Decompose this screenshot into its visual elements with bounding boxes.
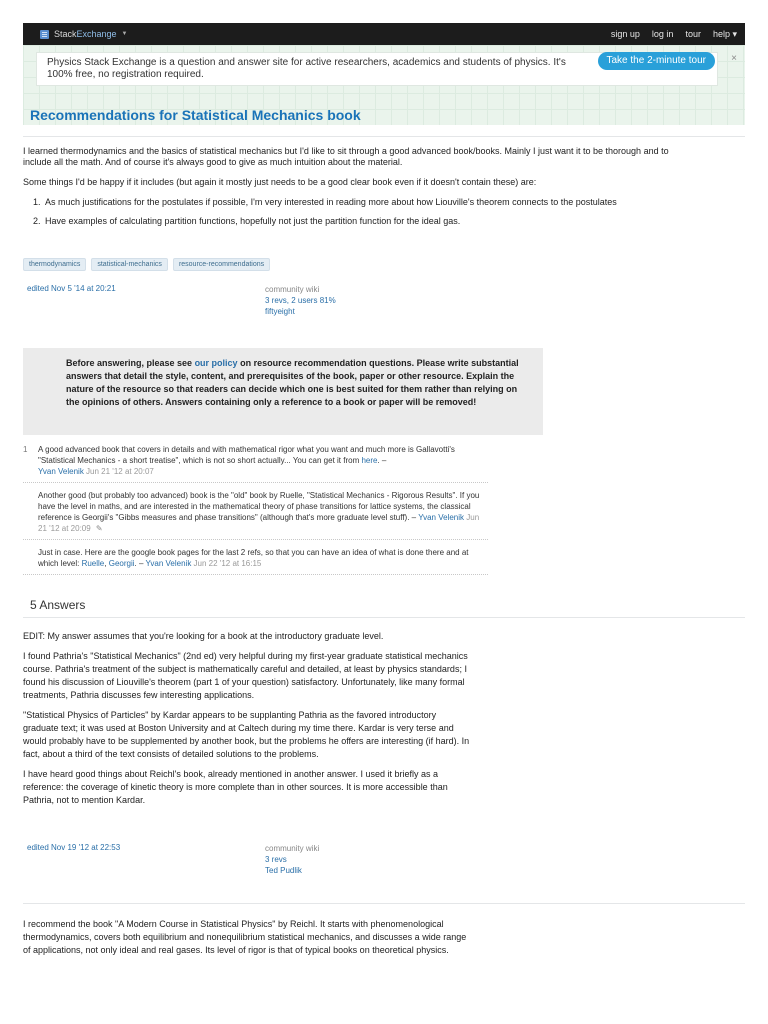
edited-link[interactable] [27, 284, 116, 293]
signup-link[interactable]: sign up [610, 28, 640, 39]
stackexchange-logo[interactable] [40, 29, 128, 39]
comment-link[interactable]: here [361, 456, 378, 465]
question-paragraph: I learned thermodynamics and the basics of statistical mechanics but I'd like to sit through a good advanced book/books. Mainly I just want it to be thorough and to include all the math. And of course it's always good to give as much intuition about the material. [23, 146, 669, 167]
edit-pencil-icon: ✎ [95, 524, 103, 533]
notice-text-before: Before answering, please see [66, 358, 195, 368]
logo-prefix: Stack [54, 29, 77, 39]
question-body [23, 146, 673, 235]
author-link[interactable]: fiftyeight [265, 307, 295, 316]
resource-policy-notice [23, 348, 543, 435]
chevron-down-icon[interactable]: ▼ [121, 31, 128, 37]
help-menu[interactable]: help ▾ [712, 28, 737, 39]
edited-timestamp[interactable]: edited Nov 19 '12 at 22:53 [27, 843, 121, 852]
community-wiki-label: community wiki [265, 844, 320, 853]
answer-paragraph: I recommend the book "A Modern Course in Statistical Physics" by Reichl. It starts with phenomenological thermodynamics, covers both equilibrium and nonequilibrium statistical mechanics, and discusses a wide range of applications, not only ideal and real gases. Its level of rigor is that of typical books on theoretical physics. [23, 919, 467, 955]
login-link[interactable]: log in [651, 28, 674, 39]
comment [23, 443, 488, 483]
tag-statistical-mechanics[interactable]: statistical-mechanics [91, 258, 168, 271]
stackexchange-icon [40, 30, 49, 39]
comment-text: Just in case. Here are the google book pages for the last 2 refs, so that you can have an idea of what is done there and at which level: [38, 548, 469, 568]
comment-score: 1 [23, 445, 28, 454]
policy-link[interactable]: our policy [194, 358, 238, 368]
logo-suffix: Exchange [76, 29, 117, 39]
comment-link-georgii[interactable]: Georgii [108, 559, 135, 568]
comment [23, 489, 488, 540]
question-list [43, 197, 673, 227]
comment-user[interactable]: Yvan Velenik [145, 559, 192, 568]
comment-tail: . – [134, 559, 144, 568]
tour-link[interactable]: tour [685, 28, 701, 39]
answer-body [23, 630, 473, 814]
comment-user[interactable]: Yvan Velenik [418, 513, 465, 522]
comment-separator: , [104, 559, 109, 568]
author-link[interactable]: Ted Pudlik [265, 866, 302, 875]
answers-count-header: 5 Answers [30, 598, 86, 612]
comment-date[interactable]: Jun 21 '12 at 20:09 [38, 513, 480, 533]
top-nav [611, 29, 737, 40]
tag-thermodynamics[interactable]: thermodynamics [23, 258, 86, 271]
welcome-text: Physics Stack Exchange is a question and answer site for active researchers, academics and students of physics. It's 100% free, no registration required. [47, 57, 566, 80]
comment-user[interactable]: Yvan Velenik [38, 467, 84, 476]
divider [23, 617, 745, 618]
tour-button[interactable]: Take the 2-minute tour [598, 52, 716, 70]
revisions-link[interactable]: 3 revs, 2 users 81% [265, 296, 336, 305]
answer-paragraph: I have heard good things about Reichl's book, already mentioned in another answer. I used it briefly as a reference: the coverage of kinetic theory is more complete than in other sources. It is more accessible than Pathria, not to mention Kardar. [23, 769, 448, 805]
answer-paragraph: "Statistical Physics of Particles" by Kardar appears to be supplanting Pathria as the favored introductory graduate text; it was used at Boston University and at Caltech during my time there. Kardar is very terse and would probably have to be supplemented by another book, but the problems he offers are interesting (if hard). In fact, about a third of the text consists of detailed solutions to the problems. [23, 710, 470, 759]
comment-link-ruelle[interactable]: Ruelle [81, 559, 105, 568]
comment [23, 546, 488, 575]
notice-text-after: on resource recommendation questions. Please write substantial answers that detail the style, content, and prerequisites of the book, paper or other resource. Explain the nature of the resource so that readers can decide which one is best suited for them rather than relying on the opinions of others. Answers containing only a reference to a book or paper will be removed! [66, 358, 519, 407]
tag-resource-recommendations[interactable]: resource-recommendations [173, 258, 270, 271]
close-icon[interactable]: × [731, 53, 737, 64]
question-signature [265, 284, 336, 317]
list-item: 1. As much justifications for the postulates if possible, I'm very interested in reading more about how Liouville's theorem connects to the postulates [43, 197, 673, 208]
tag-list [23, 258, 270, 271]
top-bar [23, 23, 745, 45]
edited-timestamp[interactable]: edited Nov 5 '14 at 20:21 [27, 284, 116, 293]
list-item: 2. Have examples of calculating partition functions, hopefully not just the partition function for the ideal gas. [43, 216, 673, 227]
answer-paragraph: I found Pathria's "Statistical Mechanics" (2nd ed) very helpful during my first-year graduate statistical mechanics course. Pathria's treatment of the subject is mathematically careful and detailed, at least by physics standards; I found his discussion of Liouville's theorem (part 1 of your question) satisfactory. Unfortunately, like many formal treatments, Pathria discusses few interesting applications. [23, 651, 468, 700]
answer-signature [265, 843, 319, 876]
community-wiki-label: community wiki [265, 285, 320, 294]
divider [23, 136, 745, 137]
comment-date[interactable]: Jun 22 '12 at 16:15 [193, 559, 262, 568]
question-paragraph: Some things I'd be happy if it includes (but again it mostly just needs to be a good clear book even if it doesn't contain these) are: [23, 177, 537, 187]
comment-text: Another good (but probably too advanced) book is the "old" book by Ruelle, "Statistical Mechanics - Rigorous Results". If you have the level in maths, and are interested in the mathematical theory of phase transitions for lattice systems, the classical reference is Georgii's "Gibbs measures and phase transitions" (although that's more graduate level stuff). – [38, 491, 480, 522]
revisions-link[interactable]: 3 revs [265, 855, 287, 864]
divider [23, 903, 745, 904]
comment-date[interactable]: Jun 21 '12 at 20:07 [86, 467, 154, 476]
question-title[interactable]: Recommendations for Statistical Mechanics book [30, 107, 361, 123]
comment-list [23, 443, 488, 581]
welcome-banner [23, 45, 745, 125]
edited-link[interactable] [27, 843, 120, 852]
comment-tail: . – [377, 456, 387, 465]
comment-text: A good advanced book that covers in details and with mathematical rigor what you want and much more is Gallavotti's "Statistical Mechanics - a short treatise", which is not so short actually... You can get it from [38, 445, 455, 465]
answer-paragraph: EDIT: My answer assumes that you're looking for a book at the introductory graduate level. [23, 631, 384, 641]
answer-body [23, 918, 473, 964]
